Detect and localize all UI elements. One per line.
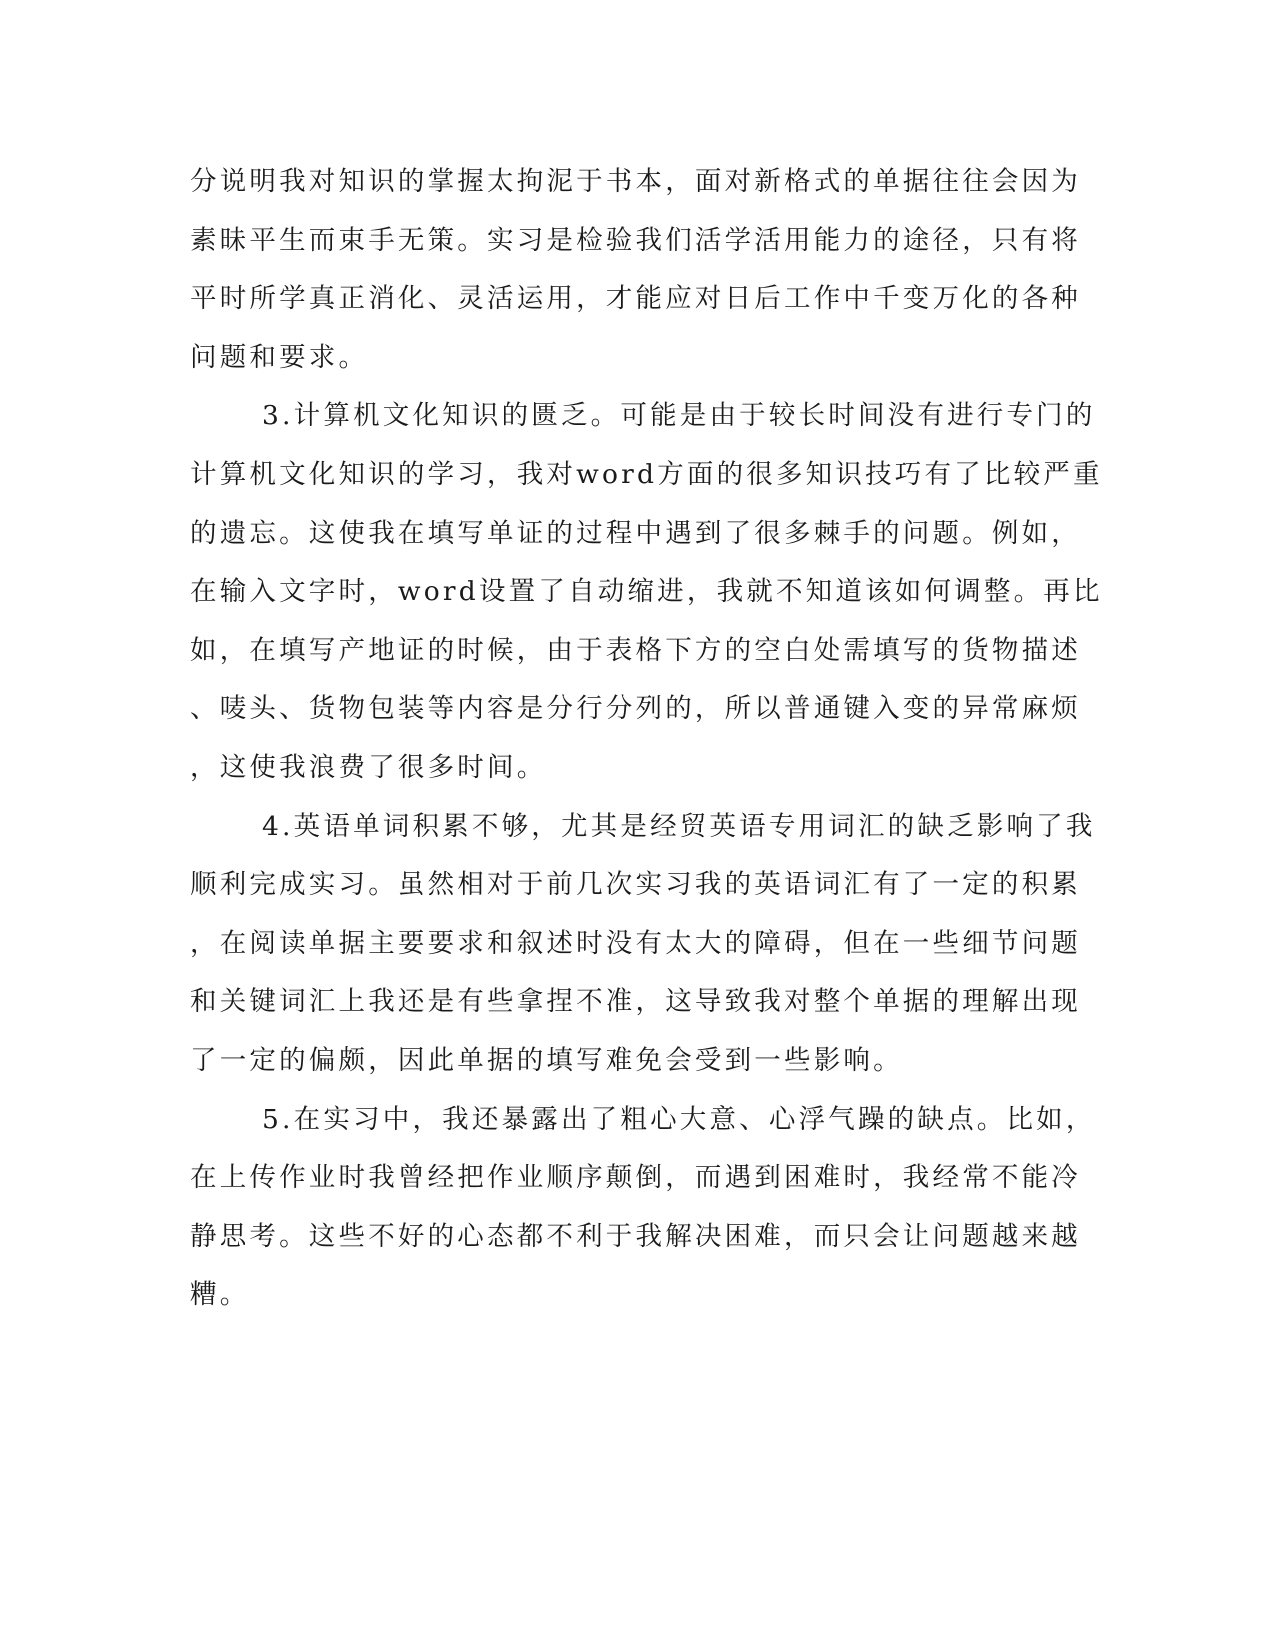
paragraph-line: 在上传作业时我曾经把作业顺序颠倒，而遇到困难时，我经常不能冷 xyxy=(190,1162,1081,1193)
paragraph-line: 的遗忘。这使我在填写单证的过程中遇到了很多棘手的问题。例如， xyxy=(190,518,1081,549)
paragraph-line: 静思考。这些不好的心态都不利于我解决困难，而只会让问题越来越 xyxy=(190,1221,1081,1252)
paragraph-line: 3.计算机文化知识的匮乏。可能是由于较长时间没有进行专门的 xyxy=(262,400,1096,431)
paragraph-line: 素昧平生而束手无策。实习是检验我们活学活用能力的途径，只有将 xyxy=(190,225,1081,256)
paragraph-line: ，在阅读单据主要要求和叙述时没有太大的障碍，但在一些细节问题 xyxy=(190,928,1081,959)
paragraph-line: 了一定的偏颇，因此单据的填写难免会受到一些影响。 xyxy=(190,1045,903,1076)
paragraph-line: 5.在实习中，我还暴露出了粗心大意、心浮气躁的缺点。比如， xyxy=(262,1104,1096,1135)
paragraph-line: 顺利完成实习。虽然相对于前几次实习我的英语词汇有了一定的积累 xyxy=(190,869,1081,900)
paragraph-line: ，这使我浪费了很多时间。 xyxy=(190,752,547,783)
paragraph-line: 糟。 xyxy=(190,1279,250,1310)
paragraph-line: 计算机文化知识的学习，我对word方面的很多知识技巧有了比较严重 xyxy=(190,459,1103,490)
paragraph-line: 在输入文字时，word设置了自动缩进，我就不知道该如何调整。再比 xyxy=(190,576,1103,607)
paragraph-line: 4.英语单词积累不够，尤其是经贸英语专用词汇的缺乏影响了我 xyxy=(262,811,1096,842)
paragraph-line: 、唛头、货物包装等内容是分行分列的，所以普通键入变的异常麻烦 xyxy=(190,693,1081,724)
paragraph-line: 和关键词汇上我还是有些拿捏不准，这导致我对整个单据的理解出现 xyxy=(190,986,1081,1017)
paragraph-line: 问题和要求。 xyxy=(190,342,369,373)
paragraph-line: 平时所学真正消化、灵活运用，才能应对日后工作中千变万化的各种 xyxy=(190,283,1081,314)
paragraph-line: 分说明我对知识的掌握太拘泥于书本，面对新格式的单据往往会因为 xyxy=(190,166,1081,197)
paragraph-line: 如，在填写产地证的时候，由于表格下方的空白处需填写的货物描述 xyxy=(190,635,1081,666)
